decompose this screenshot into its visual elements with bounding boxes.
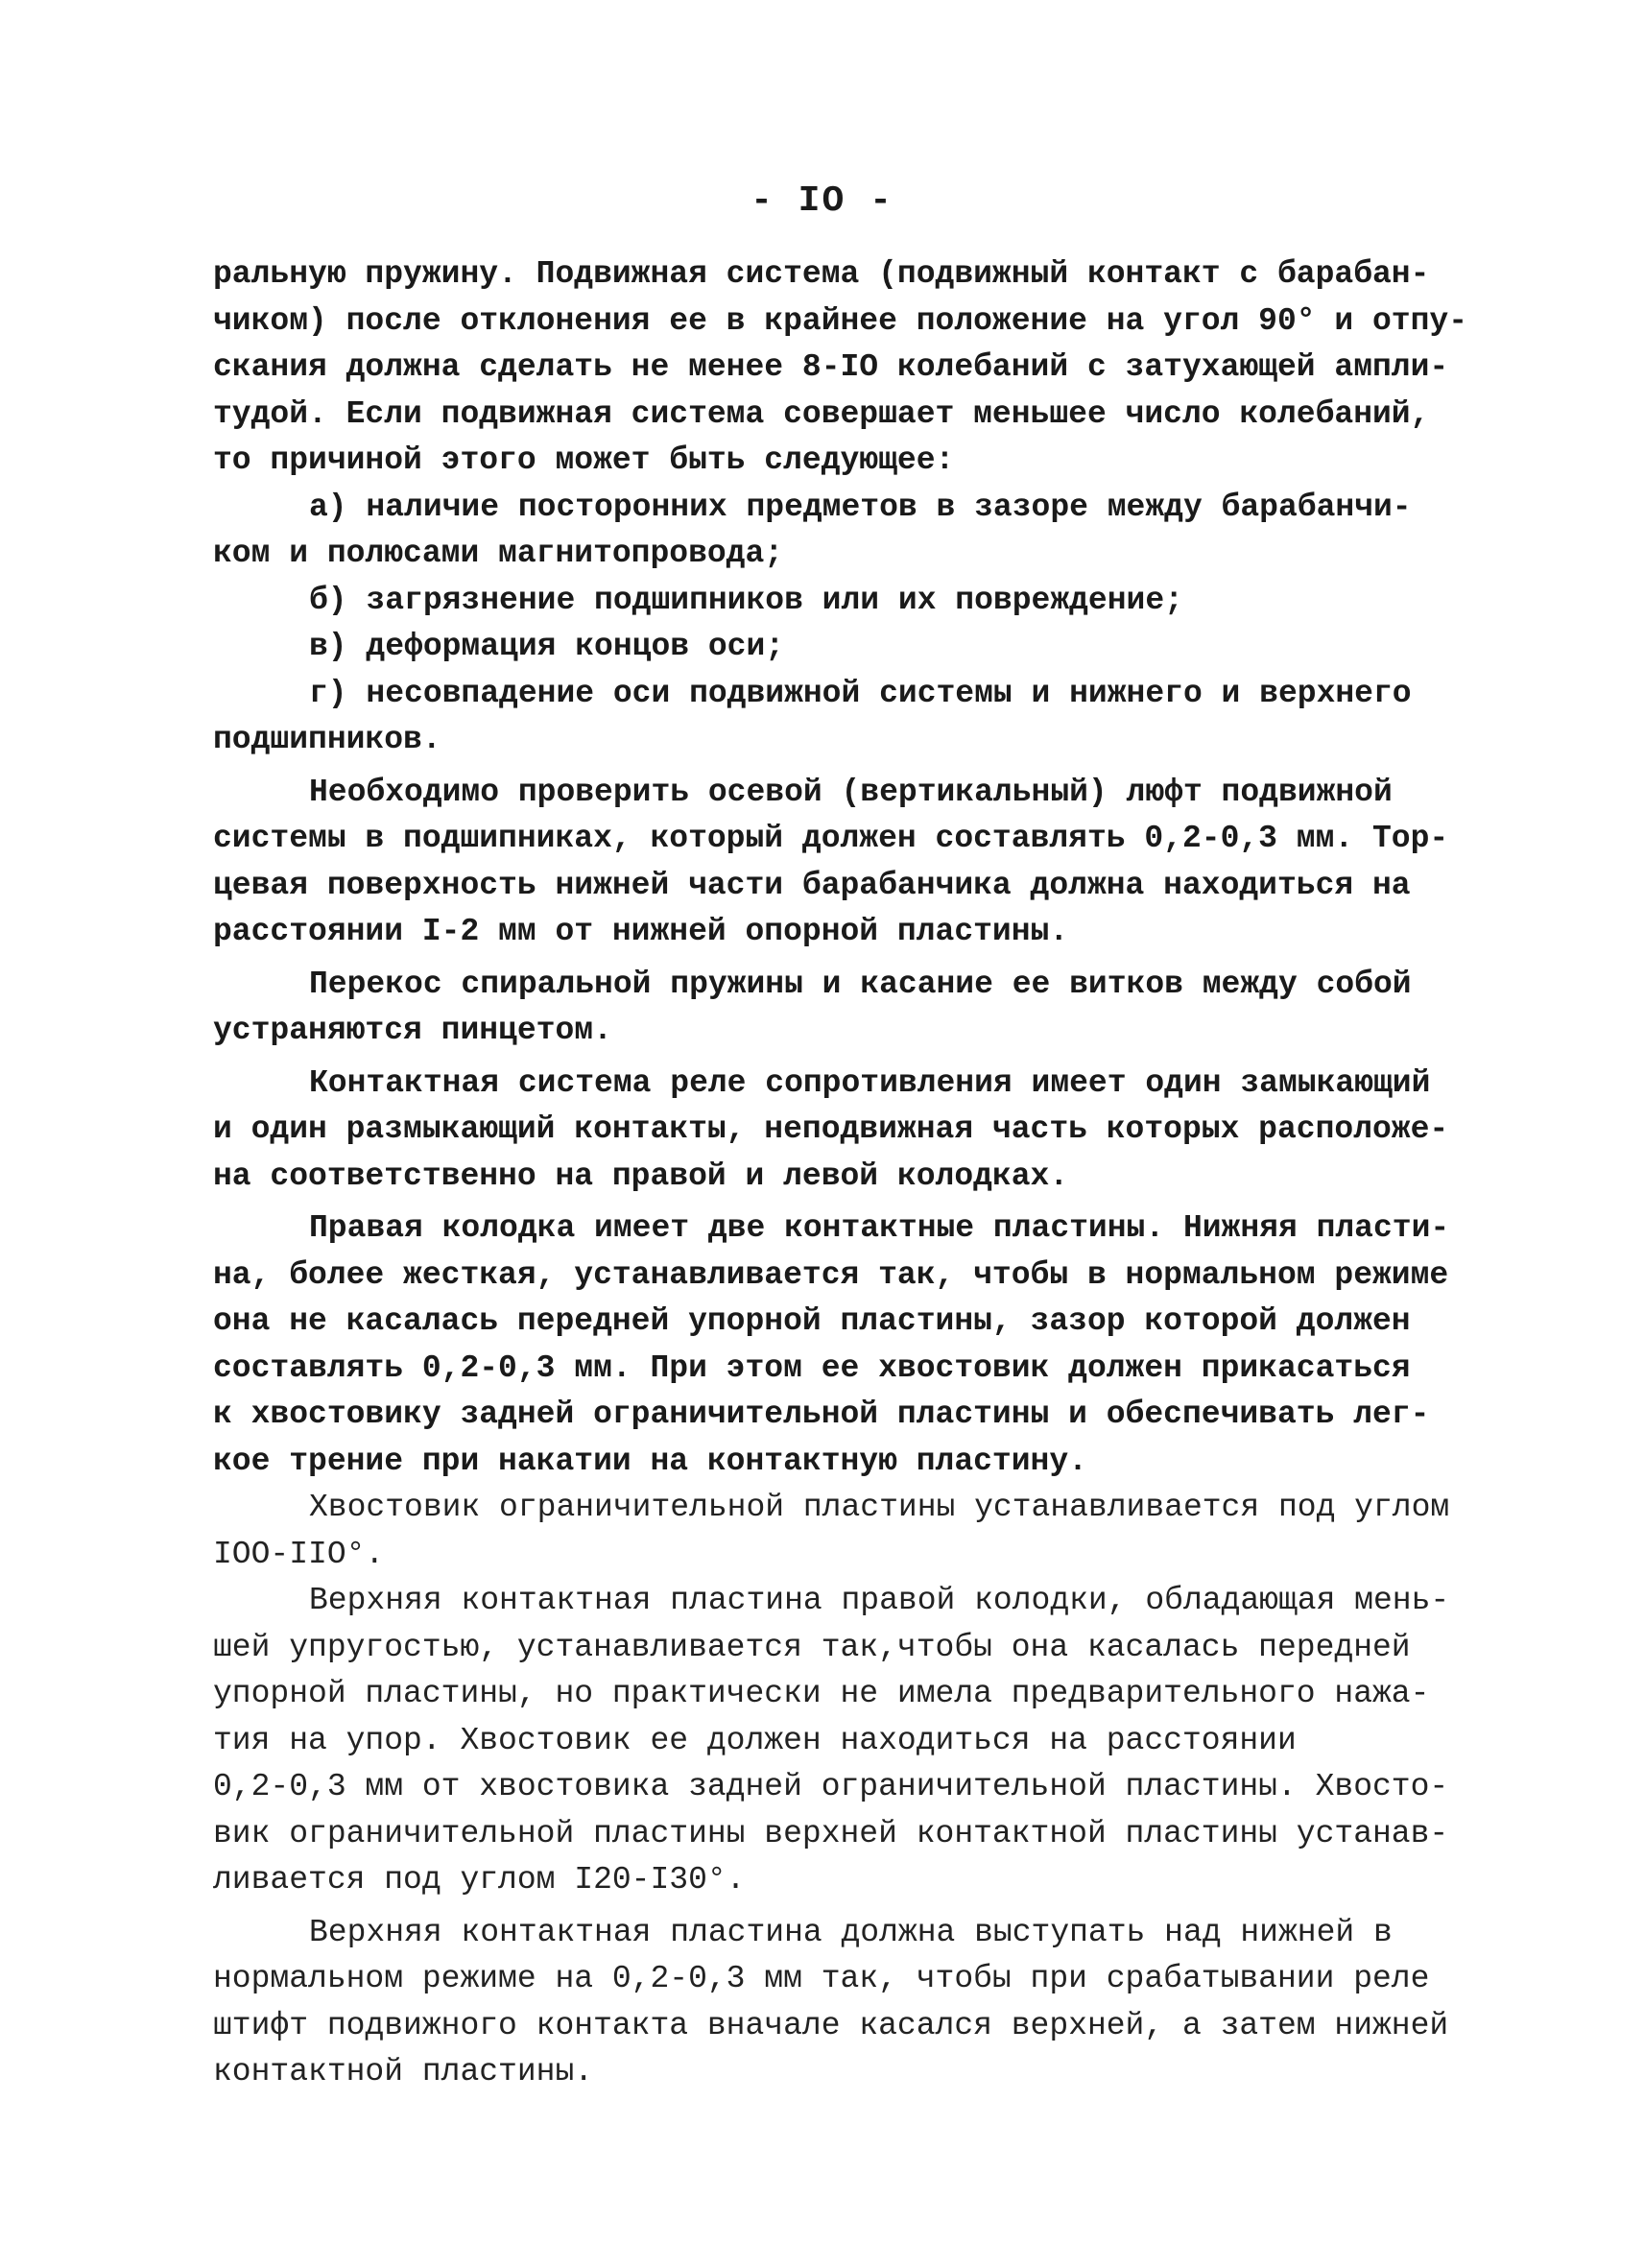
page-number: - IO -	[751, 180, 893, 222]
text-line: ральную пружину. Подвижная система (подвижный контакт с барабан-	[213, 256, 1430, 292]
text-line: цевая поверхность нижней части барабанчика должна находиться на	[213, 867, 1411, 903]
text-line: на, более жесткая, устанавливается так, чтобы в нормальном режиме	[213, 1256, 1449, 1293]
list-item-g: г) несовпадение оси подвижной системы и нижнего и верхнего	[309, 675, 1412, 711]
text-line: к хвостовику задней ограничительной пластины и обеспечивать лег-	[213, 1397, 1430, 1432]
text-line: скания должна сделать не менее 8-IO колебаний с затухающей ампли-	[213, 349, 1449, 385]
text-line: упорной пластины, но практически не имела предварительного нажа-	[213, 1676, 1430, 1711]
list-item-v: в) деформация концов оси;	[309, 629, 785, 664]
list-item-a: а) наличие посторонних предметов в зазоре между барабанчи-	[309, 489, 1412, 525]
text-line: IOO-IIO°.	[213, 1536, 385, 1572]
text-line: контактной пластины.	[213, 2054, 594, 2089]
text-line: вик ограничительной пластины верхней контактной пластины устанав-	[213, 1815, 1449, 1851]
paragraph-start: Верхняя контактная пластина правой колодки, обладающая мень-	[309, 1583, 1450, 1618]
text-line: устраняются пинцетом.	[213, 1013, 612, 1048]
text-line: ком и полюсами магнитопровода;	[213, 536, 784, 571]
text-line: нормальном режиме на 0,2-0,3 мм так, чтобы при срабатывании реле	[213, 1961, 1430, 1996]
paragraph-start: Перекос спиральной пружины и касание ее витков между собой	[309, 966, 1412, 1002]
text-line: 0,2-0,3 мм от хвостовика задней ограничительной пластины. Хвосто-	[213, 1769, 1449, 1804]
text-line: подшипников.	[213, 722, 441, 757]
text-line: шей упругостью, устанавливается так,чтобы она касалась передней	[213, 1629, 1411, 1665]
text-line: ливается под углом I20-I30°.	[213, 1862, 746, 1898]
text-line: тия на упор. Хвостовик ее должен находиться на расстоянии	[213, 1722, 1297, 1758]
text-line: тудой. Если подвижная система совершает меньшее число колебаний,	[213, 395, 1430, 432]
paragraph-start: Необходимо проверить осевой (вертикальный) люфт подвижной	[309, 774, 1393, 810]
paragraph-start: Верхняя контактная пластина должна выступать над нижней в	[309, 1914, 1393, 1950]
text-line: она не касалась передней упорной пластины, зазор которой должен	[213, 1303, 1411, 1339]
text-line: на соответственно на правой и левой колодках.	[213, 1158, 1069, 1194]
text-line: чиком) после отклонения ее в крайнее положение на угол 90° и отпу-	[213, 302, 1468, 339]
text-line: расстоянии I-2 мм от нижней опорной пластины.	[213, 914, 1069, 949]
text-line: то причиной этого может быть следующее:	[213, 442, 955, 478]
text-line: и один размыкающий контакты, неподвижная часть которых расположе-	[213, 1111, 1449, 1147]
text-line: кое трение при накатии на контактную пластину.	[213, 1443, 1087, 1479]
paragraph-start: Контактная система реле сопротивления имеет один замыкающий	[309, 1064, 1431, 1101]
text-line: системы в подшипниках, который должен составлять 0,2-0,3 мм. Тор-	[213, 821, 1449, 856]
list-item-b: б) загрязнение подшипников или их повреждение;	[309, 582, 1183, 618]
paragraph-start: Правая колодка имеет две контактные пластины. Нижняя пласти-	[309, 1210, 1450, 1246]
body-text	[213, 251, 1480, 2096]
text-line: составлять 0,2-0,3 мм. При этом ее хвостовик должен прикасаться	[213, 1349, 1411, 1386]
paragraph-start: Хвостовик ограничительной пластины устанавливается под углом	[309, 1490, 1450, 1525]
text-line: штифт подвижного контакта вначале касался верхней, а затем нижней	[213, 2007, 1449, 2043]
